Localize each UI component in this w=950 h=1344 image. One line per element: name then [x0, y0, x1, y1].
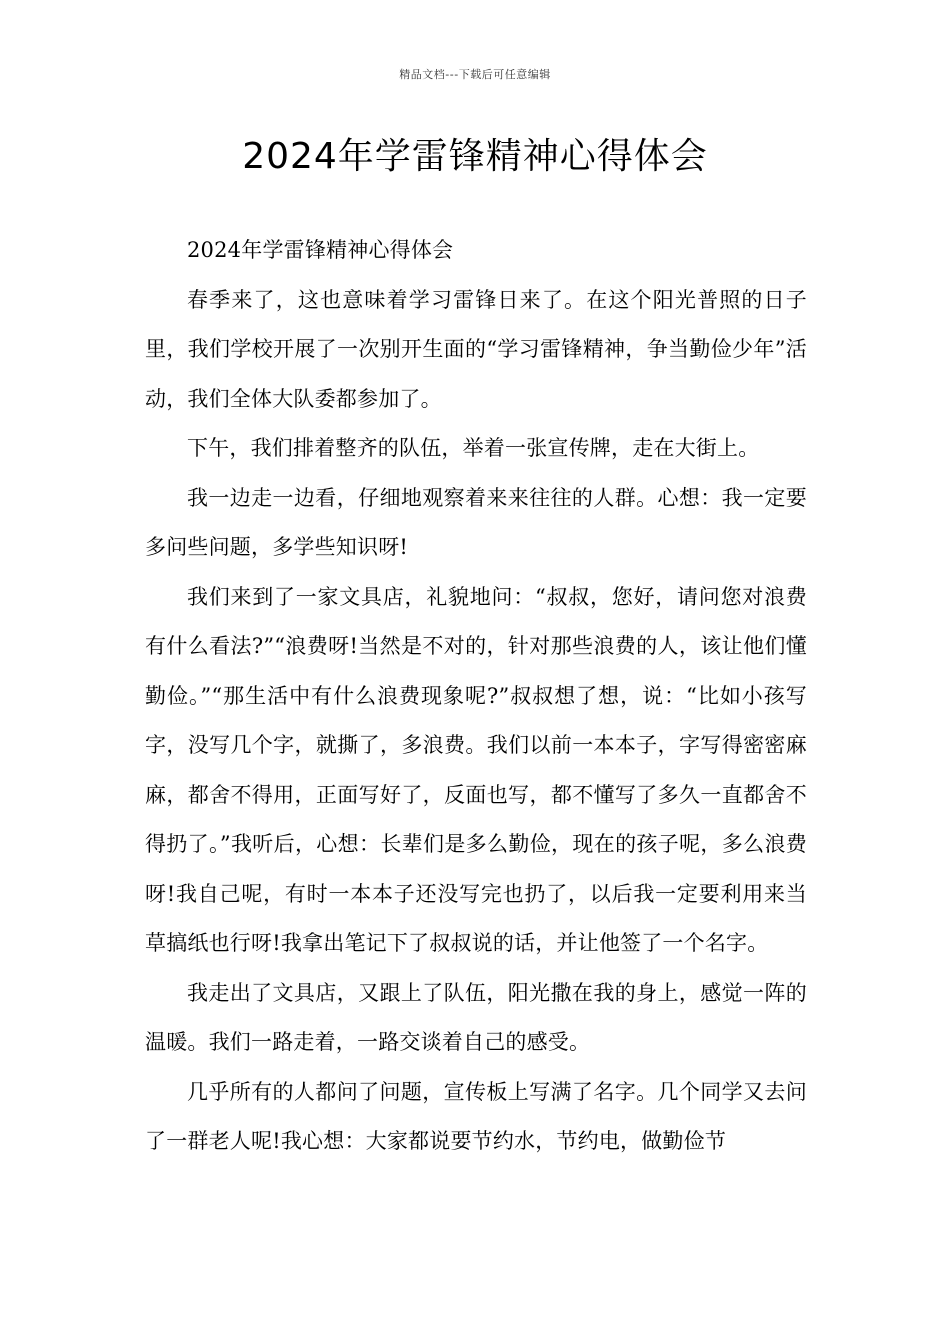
paragraph: 我们来到了一家文具店，礼貌地问：“叔叔，您好，请问您对浪费有什么看法?”“浪费呀!当然是不对的，针对那些浪费的人，该让他们懂勤俭。”“那生活中有什么浪费现象呢?”叔叔想了想，说：“比如小孩写字，没写几个字，就撕了，多浪费。我们以前一本本子，字写得密密麻麻，都舍不得用，正面写好了，反面也写，都不懂写了多久一直都舍不得扔了。”我听后，心想：长辈们是多么勤俭，现在的孩子呢，多么浪费呀!我自己呢，有时一本本子还没写完也扔了，以后我一定要利用来当草搞纸也行呀!我拿出笔记下了叔叔说的话，并让他签了一个名字。 — [145, 584, 807, 955]
paragraph: 几乎所有的人都问了问题，宣传板上写满了名字。几个同学又去问了一群老人呢!我心想：大家都说要节约水，节约电，做勤俭节 — [145, 1079, 807, 1153]
paragraph: 我一边走一边看，仔细地观察着来来往往的人群。心想：我一定要多问些问题，多学些知识呀! — [145, 485, 807, 559]
document-title: 2024年学雷锋精神心得体会 — [242, 136, 708, 177]
header-note: 精品文档---下载后可任意编辑 — [399, 68, 551, 81]
paragraph: 下午，我们排着整齐的队伍，举着一张宣传牌，走在大街上。 — [187, 436, 760, 460]
paragraph-subtitle: 2024年学雷锋精神心得体会 — [187, 238, 454, 262]
paragraph: 春季来了，这也意味着学习雷锋日来了。在这个阳光普照的日子里，我们学校开展了一次别开生面的“学习雷锋精神，争当勤俭少年”活动，我们全体大队委都参加了。 — [145, 287, 807, 411]
document-body — [145, 226, 807, 1167]
paragraph: 我走出了文具店，又跟上了队伍，阳光撒在我的身上，感觉一阵的温暖。我们一路走着，一路交谈着自己的感受。 — [145, 980, 807, 1054]
